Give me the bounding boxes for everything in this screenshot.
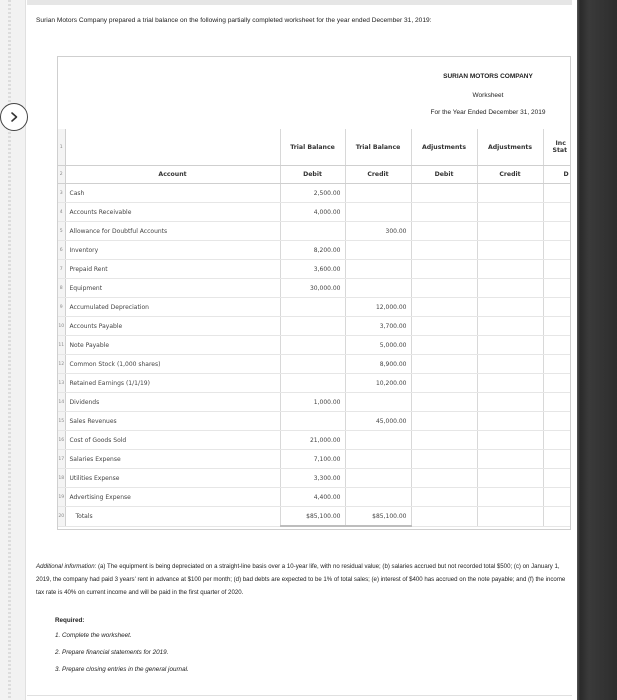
row-number: 14 <box>58 393 65 412</box>
row-number: 12 <box>58 355 65 374</box>
account-name: Prepaid Rent <box>65 260 280 279</box>
problem-intro: Surian Motors Company prepared a trial balance on the following partially completed worksheet for the year ended December 31, 2019: <box>36 17 432 24</box>
row-number: 6 <box>58 241 65 260</box>
row-number: 1 <box>58 129 65 166</box>
additional-information <box>36 560 570 599</box>
header-blank <box>65 129 280 166</box>
account-name: Common Stock (1,000 shares) <box>65 355 280 374</box>
adjustments-debit <box>411 298 477 317</box>
account-name: Accounts Payable <box>65 317 280 336</box>
income-statement-debit <box>543 184 571 203</box>
income-statement-debit <box>543 298 571 317</box>
sub-header-row <box>58 166 571 184</box>
sub-header: Debit <box>280 166 345 184</box>
income-statement-debit <box>543 412 571 431</box>
trial-balance-debit: 4,400.00 <box>280 488 345 507</box>
account-name: Retained Earnings (1/1/19) <box>65 374 280 393</box>
trial-balance-credit <box>345 260 411 279</box>
window-edge <box>577 0 617 700</box>
adjustments-debit <box>411 260 477 279</box>
income-statement-debit <box>543 507 571 527</box>
trial-balance-debit <box>280 222 345 241</box>
trial-balance-credit <box>345 431 411 450</box>
account-name: Inventory <box>65 241 280 260</box>
row-number: 4 <box>58 203 65 222</box>
trial-balance-credit <box>345 393 411 412</box>
row-number: 5 <box>58 222 65 241</box>
trial-balance-debit <box>280 336 345 355</box>
account-name: Accumulated Depreciation <box>65 298 280 317</box>
adjustments-debit <box>411 412 477 431</box>
trial-balance-debit <box>280 374 345 393</box>
adjustments-debit <box>411 374 477 393</box>
next-button[interactable] <box>0 103 28 131</box>
income-statement-debit <box>543 488 571 507</box>
trial-balance-debit <box>280 317 345 336</box>
trial-balance-credit: 12,000.00 <box>345 298 411 317</box>
trial-balance-credit <box>345 279 411 298</box>
trial-balance-debit <box>280 298 345 317</box>
row-number: 2 <box>58 166 65 184</box>
table-row <box>58 241 571 260</box>
adjustments-credit <box>477 374 543 393</box>
account-name: Dividends <box>65 393 280 412</box>
account-name: Utilities Expense <box>65 469 280 488</box>
group-header-clipped <box>543 129 571 166</box>
row-number: 20 <box>58 507 65 527</box>
adjustments-credit <box>477 431 543 450</box>
required-title: Required: <box>55 617 85 624</box>
group-header-line2: Stat <box>552 147 568 154</box>
adjustments-credit <box>477 355 543 374</box>
account-name: Cash <box>65 184 280 203</box>
row-number: 15 <box>58 412 65 431</box>
row-number: 8 <box>58 279 65 298</box>
adjustments-credit <box>477 336 543 355</box>
income-statement-debit <box>543 469 571 488</box>
row-number: 9 <box>58 298 65 317</box>
adjustments-credit <box>477 279 543 298</box>
sub-header-clipped: D <box>543 166 571 184</box>
trial-balance-debit: 7,100.00 <box>280 450 345 469</box>
adjustments-debit <box>411 507 477 527</box>
adjustments-credit <box>477 203 543 222</box>
account-name: Salaries Expense <box>65 450 280 469</box>
trial-balance-debit: 8,200.00 <box>280 241 345 260</box>
adjustments-credit <box>477 469 543 488</box>
bottom-divider <box>27 695 572 696</box>
adjustments-credit <box>477 184 543 203</box>
trial-balance-credit: 5,000.00 <box>345 336 411 355</box>
adjustments-debit <box>411 355 477 374</box>
table-row <box>58 488 571 507</box>
trial-balance-debit: 3,300.00 <box>280 469 345 488</box>
adjustments-debit <box>411 450 477 469</box>
trial-balance-credit: $85,100.00 <box>345 507 411 527</box>
account-name: Advertising Expense <box>65 488 280 507</box>
top-divider <box>27 0 572 5</box>
table-row <box>58 184 571 203</box>
additional-info-label: Additional information: <box>36 563 97 570</box>
group-header: Trial Balance <box>345 129 411 166</box>
trial-balance-credit <box>345 469 411 488</box>
worksheet-image <box>57 56 571 530</box>
trial-balance-credit: 45,000.00 <box>345 412 411 431</box>
row-number: 13 <box>58 374 65 393</box>
table-row <box>58 469 571 488</box>
trial-balance-credit <box>345 488 411 507</box>
income-statement-debit <box>543 374 571 393</box>
trial-balance-credit <box>345 450 411 469</box>
adjustments-credit <box>477 298 543 317</box>
row-number: 3 <box>58 184 65 203</box>
chevron-right-icon <box>8 111 20 123</box>
group-header: Adjustments <box>411 129 477 166</box>
income-statement-debit <box>543 203 571 222</box>
sub-header: Credit <box>345 166 411 184</box>
trial-balance-debit: 30,000.00 <box>280 279 345 298</box>
table-row <box>58 279 571 298</box>
table-row <box>58 317 571 336</box>
row-number: 16 <box>58 431 65 450</box>
trial-balance-debit: 3,600.00 <box>280 260 345 279</box>
adjustments-credit <box>477 450 543 469</box>
required-item: 1. Complete the worksheet. <box>55 632 132 639</box>
adjustments-credit <box>477 222 543 241</box>
group-header-line1: Inc <box>555 140 566 147</box>
trial-balance-credit <box>345 203 411 222</box>
adjustments-debit <box>411 317 477 336</box>
trial-balance-debit <box>280 412 345 431</box>
trial-balance-debit: 21,000.00 <box>280 431 345 450</box>
trial-balance-debit: 2,500.00 <box>280 184 345 203</box>
trial-balance-credit: 8,900.00 <box>345 355 411 374</box>
trial-balance-credit <box>345 241 411 260</box>
adjustments-debit <box>411 279 477 298</box>
income-statement-debit <box>543 241 571 260</box>
table-row <box>58 393 571 412</box>
table-row <box>58 374 571 393</box>
account-name: Allowance for Doubtful Accounts <box>65 222 280 241</box>
adjustments-debit <box>411 203 477 222</box>
table-row <box>58 336 571 355</box>
table-row <box>58 203 571 222</box>
adjustments-debit <box>411 469 477 488</box>
table-row <box>58 412 571 431</box>
account-name: Cost of Goods Sold <box>65 431 280 450</box>
worksheet-table <box>58 129 571 527</box>
sub-header: Debit <box>411 166 477 184</box>
income-statement-debit <box>543 336 571 355</box>
income-statement-debit <box>543 317 571 336</box>
additional-info-text: (a) The equipment is being depreciated on a straight-line basis over a 10-year life, with no residual value; (b) salaries accrued but not recorded total $500; (c) on January 1, 2019, the company had paid 3 years' rent in advance at $100 per month; (d) bad debts are expected to be 1% of total sales; (e) interest of $400 has accrued on the note payable; and (f) the income tax rate is 40% on current income and will be paid in the first quarter of 2020. <box>36 563 566 596</box>
row-number: 7 <box>58 260 65 279</box>
sub-header: Credit <box>477 166 543 184</box>
trial-balance-debit: $85,100.00 <box>280 507 345 527</box>
account-header: Account <box>65 166 280 184</box>
required-item: 2. Prepare financial statements for 2019. <box>55 649 169 656</box>
trial-balance-credit: 3,700.00 <box>345 317 411 336</box>
table-row <box>58 450 571 469</box>
group-header-row <box>58 129 571 166</box>
adjustments-credit <box>477 393 543 412</box>
worksheet-period: For the Year Ended December 31, 2019 <box>430 109 546 116</box>
trial-balance-credit: 10,200.00 <box>345 374 411 393</box>
row-number: 17 <box>58 450 65 469</box>
adjustments-debit <box>411 222 477 241</box>
trial-balance-debit: 1,000.00 <box>280 393 345 412</box>
adjustments-debit <box>411 241 477 260</box>
adjustments-debit <box>411 488 477 507</box>
trial-balance-credit <box>345 184 411 203</box>
income-statement-debit <box>543 260 571 279</box>
account-name: Note Payable <box>65 336 280 355</box>
adjustments-debit <box>411 393 477 412</box>
table-row <box>58 431 571 450</box>
adjustments-debit <box>411 431 477 450</box>
row-number: 19 <box>58 488 65 507</box>
worksheet-title: Worksheet <box>472 92 504 99</box>
table-row <box>58 222 571 241</box>
table-row <box>58 260 571 279</box>
account-name: Totals <box>65 507 280 527</box>
income-statement-debit <box>543 431 571 450</box>
adjustments-credit <box>477 412 543 431</box>
table-row <box>58 355 571 374</box>
trial-balance-credit: 300.00 <box>345 222 411 241</box>
income-statement-debit <box>543 222 571 241</box>
trial-balance-debit: 4,000.00 <box>280 203 345 222</box>
income-statement-debit <box>543 393 571 412</box>
row-number: 18 <box>58 469 65 488</box>
totals-row <box>58 507 571 527</box>
account-name: Sales Revenues <box>65 412 280 431</box>
account-name: Accounts Receivable <box>65 203 280 222</box>
group-header: Trial Balance <box>280 129 345 166</box>
income-statement-debit <box>543 355 571 374</box>
adjustments-credit <box>477 241 543 260</box>
adjustments-credit <box>477 507 543 527</box>
row-number: 11 <box>58 336 65 355</box>
account-name: Equipment <box>65 279 280 298</box>
required-section <box>55 617 189 683</box>
table-row <box>58 298 571 317</box>
required-item: 3. Prepare closing entries in the general journal. <box>55 666 189 673</box>
income-statement-debit <box>543 450 571 469</box>
adjustments-credit <box>477 260 543 279</box>
group-header: Adjustments <box>477 129 543 166</box>
income-statement-debit <box>543 279 571 298</box>
adjustments-debit <box>411 184 477 203</box>
adjustments-debit <box>411 336 477 355</box>
worksheet-company: SURIAN MOTORS COMPANY <box>443 73 533 80</box>
adjustments-credit <box>477 488 543 507</box>
trial-balance-debit <box>280 355 345 374</box>
adjustments-credit <box>477 317 543 336</box>
row-number: 10 <box>58 317 65 336</box>
